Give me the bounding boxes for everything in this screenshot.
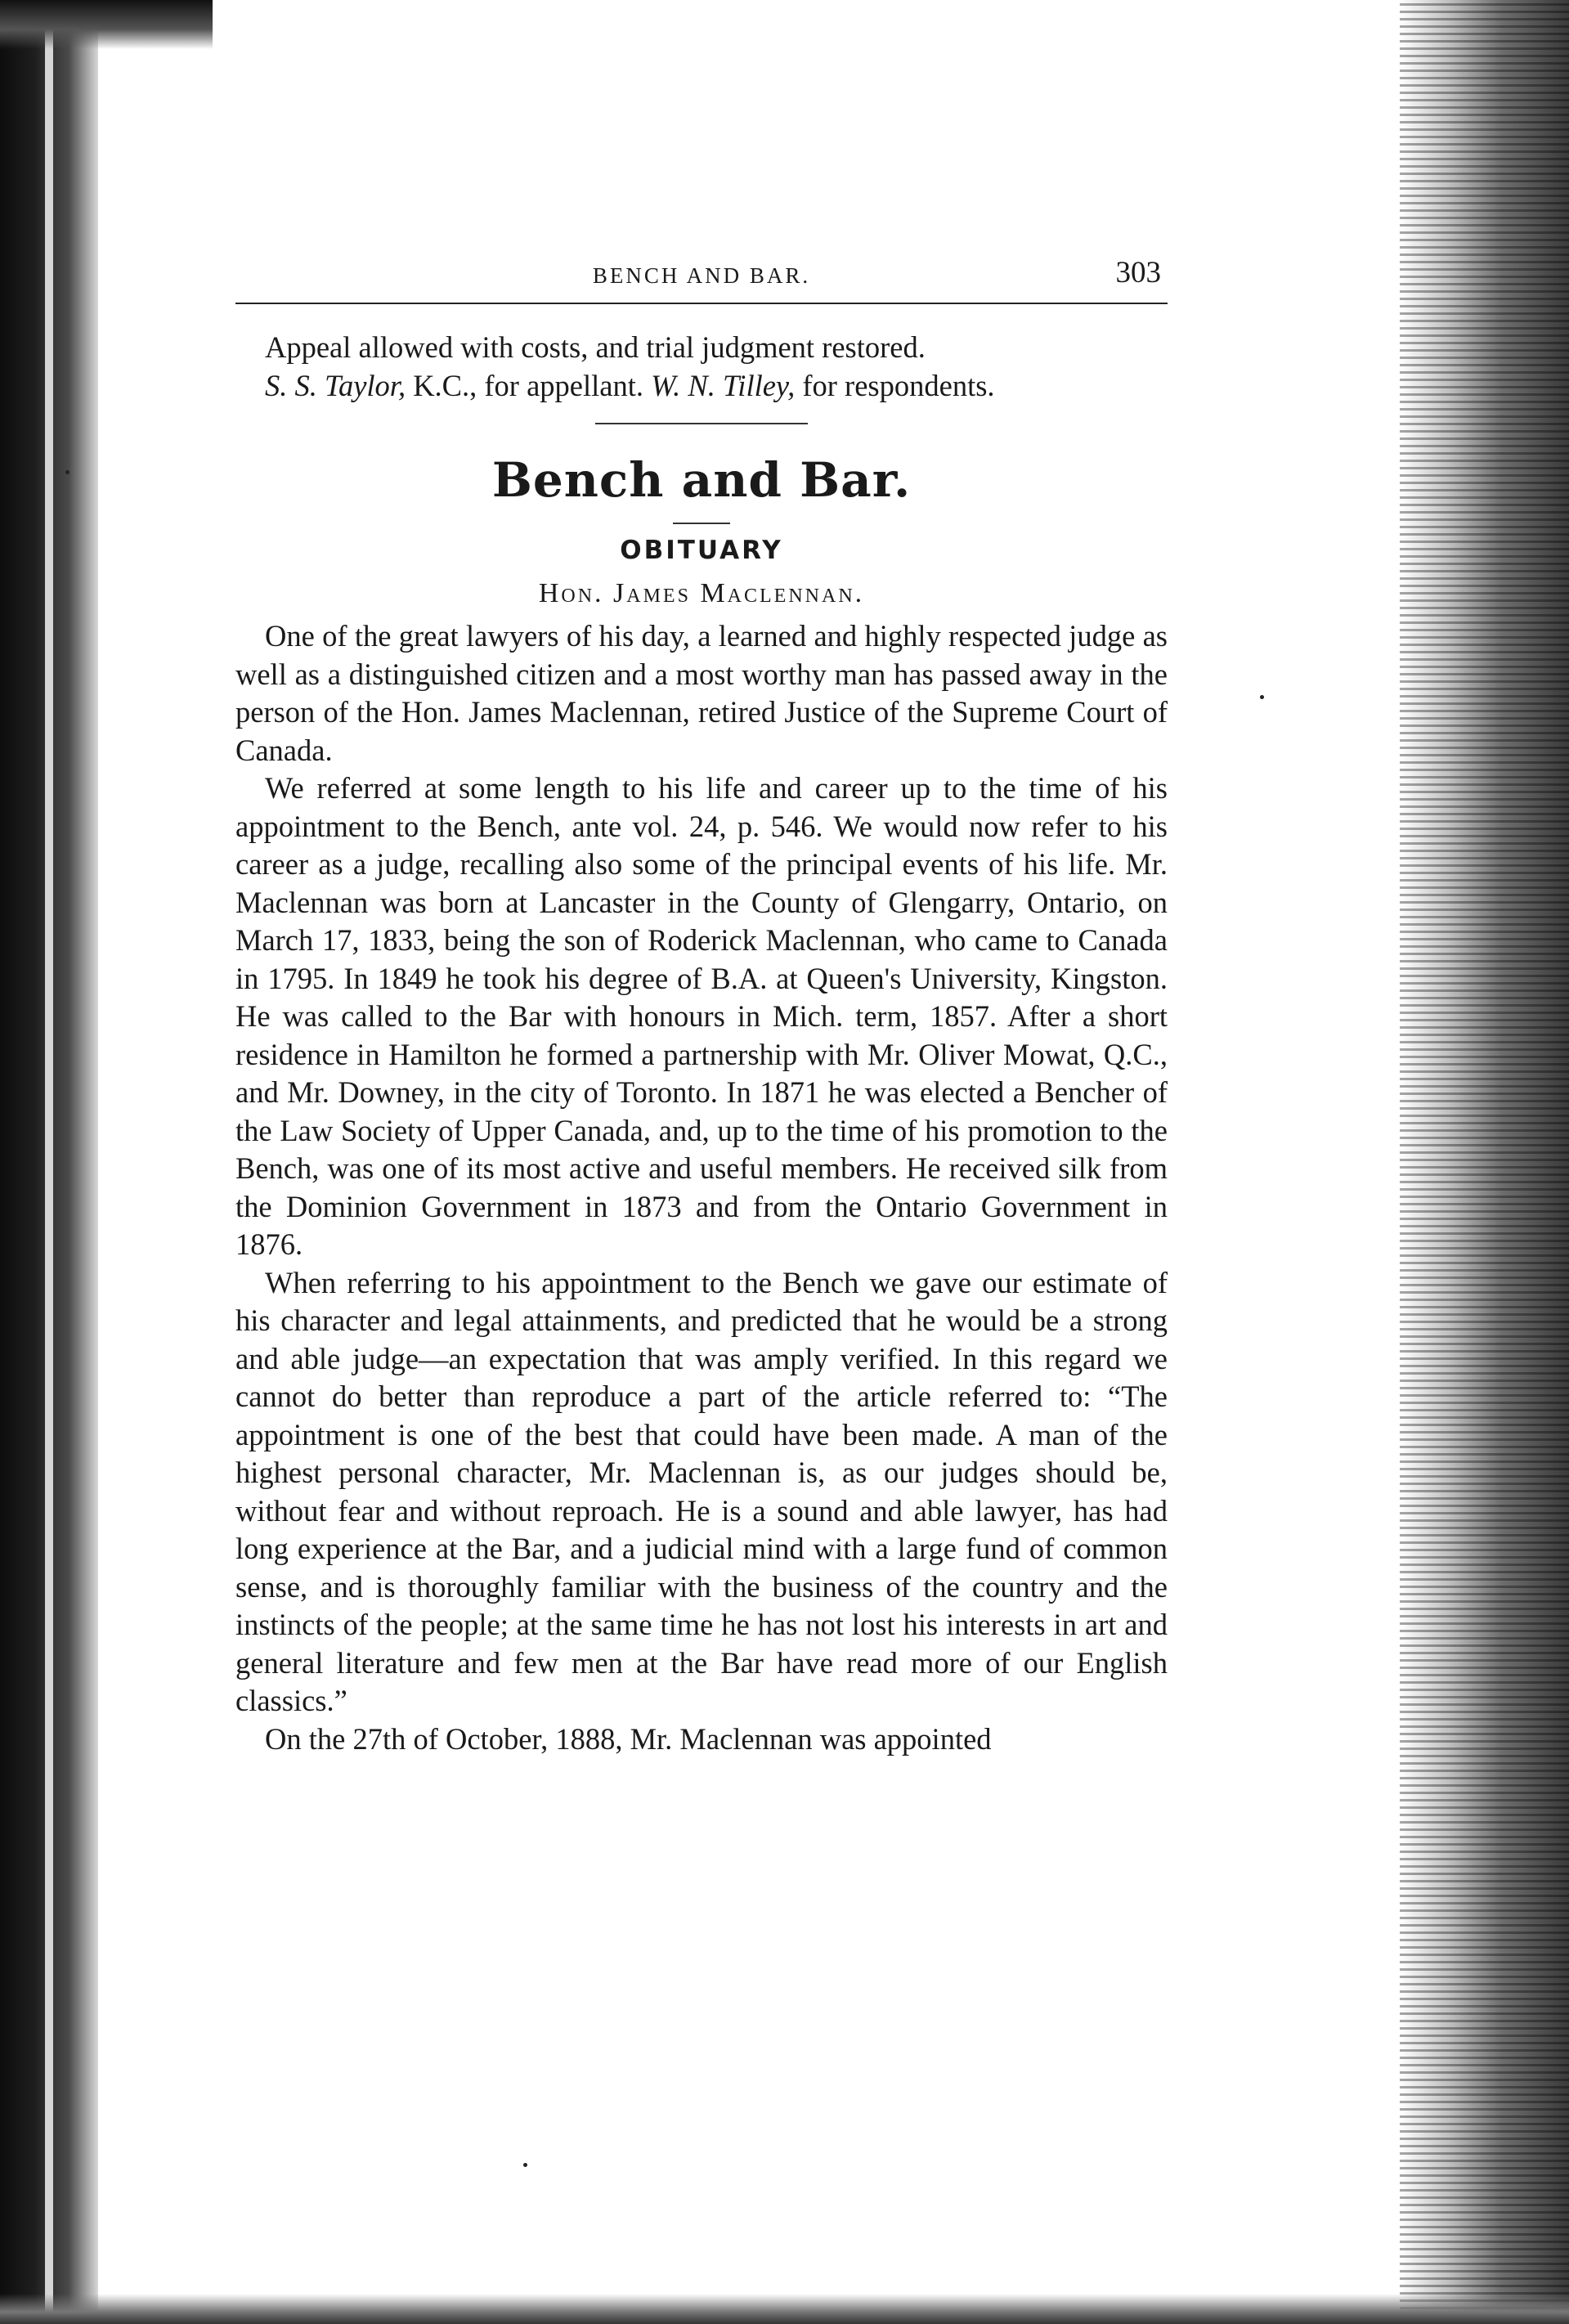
obituary-name: Hon. James Maclennan. [538, 578, 865, 608]
title-rule [673, 523, 730, 524]
header-rule [235, 303, 1168, 304]
judgment-line: Appeal allowed with costs, and trial judgment restored. [265, 330, 926, 364]
counsel-appellant-name: S. S. Taylor, [265, 368, 406, 402]
obituary-body [235, 617, 1168, 1758]
document-page [235, 245, 1168, 1758]
counsel-respondent-role: for respondents. [795, 368, 995, 402]
paragraph: On the 27th of October, 1888, Mr. Maclennan was appointed [265, 1721, 992, 1756]
counsel-respondent-name: W. N. Tilley, [651, 368, 796, 402]
paragraph: We referred at some length to his life and career up to the time of his appointment to the Bench, ante vol. 24, p. 546. We would now refer to his career as a judge, recalling also some of the principal events of his life. Mr. Maclennan was born at Lancaster in the County of Glengarry, Ontario, on March 17, 1833, being the son of Roderick Maclennan, who came to Canada in 1795. In 1849 he took his degree of B.A. at Queen's University, Kingston. He was called to the Bar with honours in Mich. term, 1857. After a short residence in Hamilton he formed a partnership with Mr. Oliver Mowat, Q.C., and Mr. Downey, in the city of Toronto. In 1871 he was elected a Bencher of the Law Society of Upper Canada, and, up to the time of his promotion to the Bench, was one of its most active and useful members. He received silk from the Dominion Government in 1873 and from the Ontario Government in 1876. [235, 771, 1168, 1261]
running-head [235, 245, 1168, 296]
scan-edge-bottom [0, 2294, 1569, 2324]
case-conclusion [235, 329, 1168, 405]
section-title: Bench and Bar. [491, 452, 912, 508]
paragraph: One of the great lawyers of his day, a learned and highly respected judge as well as a distinguished citizen and a most worthy man has passed away in the person of the Hon. James Maclennan, retired Justice of the Supreme Court of Canada. [235, 619, 1168, 767]
paragraph: When referring to his appointment to the Bench we gave our estimate of his character and legal attainments, and predicted that he would be a strong and able judge—an expectation that was amply verified. In this regard we cannot do better than reproduce a part of the article referred to: “The appointment is one of the best that could have been made. A man of the highest personal character, Mr. Maclennan is, as our judges should be, without fear and without reproach. He is a sound and able lawyer, has had long experience at the Bar, and a judicial mind with a large fund of common sense, and is thoroughly familiar with the business of the country and the instincts of the people; at the same time he has not lost his interests in art and general literature and few men at the Bar have read more of our English classics.” [235, 1265, 1168, 1717]
section-divider [595, 423, 808, 424]
scan-edge-stripe [45, 0, 53, 2324]
counsel-line [235, 367, 1168, 406]
page-number: 303 [1115, 256, 1161, 289]
running-title: BENCH AND BAR. [592, 263, 811, 288]
scan-speck [65, 470, 69, 474]
counsel-appellant-role: K.C., for appellant. [406, 368, 652, 402]
scan-edge-right [1400, 0, 1569, 2324]
obituary-label: OBITUARY [620, 536, 783, 565]
scan-edge-top [0, 0, 213, 49]
scan-speck [523, 2163, 527, 2167]
scan-speck [1260, 695, 1264, 699]
